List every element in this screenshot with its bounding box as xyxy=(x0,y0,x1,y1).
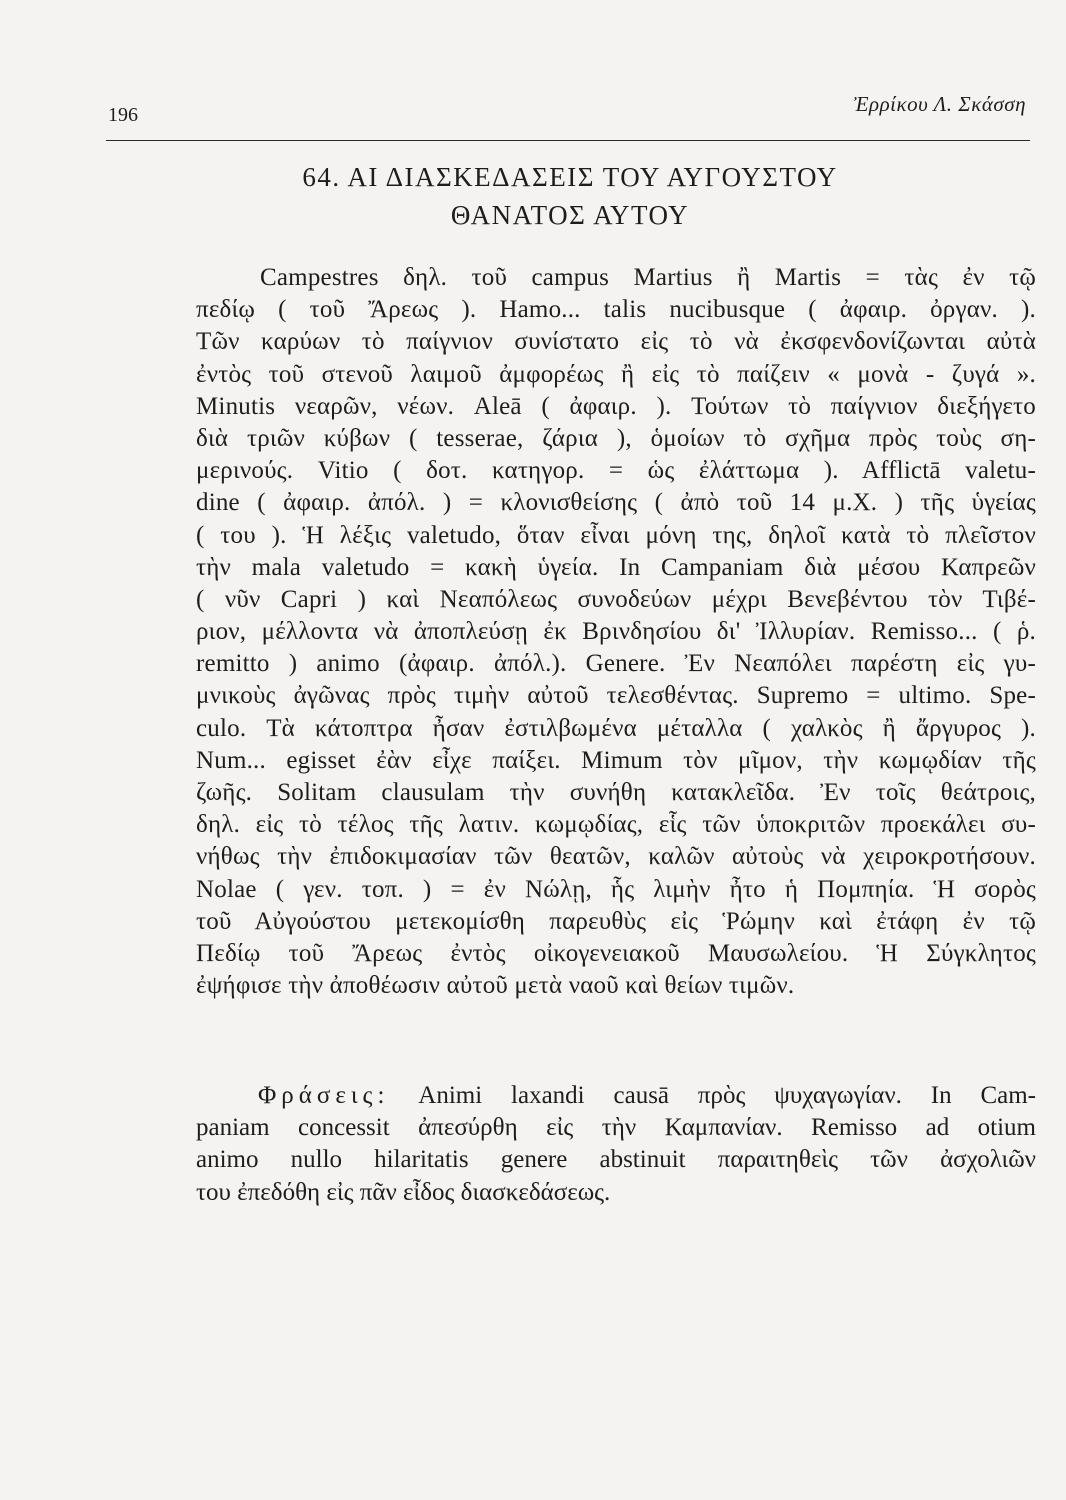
text-line: ( του ). Ἡ λέξις valetudo, ὅταν εἶναι μόνη της, δηλοῖ κατὰ τὸ πλεῖστον xyxy=(196,521,1036,549)
text-line: culo. Τὰ κάτοπτρα ἦσαν ἐστιλβωμένα μέταλλα ( χαλκὸς ἢ ἄργυρος ). xyxy=(196,714,1036,742)
chapter-title-line-2: ΘΑΝΑΤΟΣ ΑΥΤΟΥ xyxy=(450,200,690,230)
text-line: διὰ τριῶν κύβων ( tesserae, ζάρια ), ὁμοίων τὸ σχῆμα πρὸς τοὺς ση- xyxy=(196,424,1036,452)
text-line: ριον, μέλλοντα νὰ ἀποπλεύσῃ ἐκ Βρινδησίου δι' Ἰλλυρίαν. Remisso... ( ῥ. xyxy=(196,618,1036,646)
text-line: Minutis νεαρῶν, νέων. Aleā ( ἀφαιρ. ). Τούτων τὸ παίγνιον διεξήγετο xyxy=(196,392,1036,420)
running-title: Ἐρρίκου Λ. Σκάσση xyxy=(853,92,1026,116)
text-line: του ἐπεδόθη εἰς πᾶν εἶδος διασκεδάσεως. xyxy=(196,1178,611,1206)
text-line: animo nullo hilaritatis genere abstinuit παραιτηθεὶς τῶν ἀσχολιῶν xyxy=(196,1146,1036,1174)
text-line: paniam concessit ἀπεσύρθη εἰς τὴν Καμπανίαν. Remisso ad otium xyxy=(196,1114,1036,1142)
text-line: Nolae ( γεν. τοπ. ) = ἐν Νώλῃ, ἧς λιμὴν ἦτο ἡ Πομπηία. Ἡ σορὸς xyxy=(196,875,1036,903)
commentary-paragraph xyxy=(196,262,1036,1002)
text-line: ἐψήφισε τὴν ἀποθέωσιν αὐτοῦ μετὰ ναοῦ καὶ θείων τιμῶν. xyxy=(196,972,795,1000)
text-line: Πεδίῳ τοῦ Ἄρεως ἐντὸς οἰκογενειακοῦ Μαυσωλείου. Ἡ Σύγκλητος xyxy=(196,939,1036,967)
text-line: remitto ) animo (ἀφαιρ. ἀπόλ.). Genere. Ἐν Νεαπόλει παρέστη εἰς γυ- xyxy=(196,650,1036,678)
text-line: ζωῆς. Solitam clausulam τὴν συνήθη κατακλεῖδα. Ἐν τοῖς θεάτροις, xyxy=(196,779,1036,806)
text-line: μερινούς. Vitio ( δοτ. κατηγορ. = ὡς ἐλάττωμα ). Afflictā valetu- xyxy=(196,457,1036,485)
running-head xyxy=(108,92,1034,132)
text-line: Animi laxandi causā πρὸς ψυχαγωγίαν. In Cam- xyxy=(418,1082,1036,1109)
text-line: μνικοὺς ἀγῶνας πρὸς τιμὴν αὐτοῦ τελεσθέντας. Supremo = ultimo. Spe- xyxy=(196,682,1036,710)
text-line: dine ( ἀφαιρ. ἀπόλ. ) = κλονισθείσης ( ἀπὸ τοῦ 14 μ.Χ. ) τῆς ὑγείας xyxy=(196,489,1036,517)
text-line: ἐντὸς τοῦ στενοῦ λαιμοῦ ἀμφορέως ἢ εἰς τὸ παίζειν « μονὰ - ζυγά ». xyxy=(196,360,1036,388)
chapter-title-line-1: 64. ΑΙ ΔΙΑΣΚΕΔΑΣΕΙΣ ΤΟΥ ΑΥΓΟΥΣΤΟΥ xyxy=(302,162,838,192)
phrases-paragraph xyxy=(196,1080,1036,1209)
text-line: δηλ. εἰς τὸ τέλος τῆς λατιν. κωμῳδίας, εἷς τῶν ὑποκριτῶν προεκάλει συ- xyxy=(196,811,1036,839)
text-line: τοῦ Αὐγούστου μετεκομίσθη παρευθὺς εἰς Ῥώμην καὶ ἐτάφη ἐν τῷ xyxy=(196,907,1036,935)
text-line: τὴν mala valetudo = κακὴ ὑγεία. In Campaniam διὰ μέσου Καπρεῶν xyxy=(196,553,1036,581)
text-line: Num... egisset ἐὰν εἶχε παίξει. Mimum τὸν μῖμον, τὴν κωμῳδίαν τῆς xyxy=(196,746,1036,774)
text-line: νήθως τὴν ἐπιδοκιμασίαν τῶν θεατῶν, καλῶν αὐτοὺς νὰ χειροκροτήσουν. xyxy=(196,843,1036,871)
text-line: ( νῦν Capri ) καὶ Νεαπόλεως συνοδεύων μέχρι Βενεβέντου τὸν Τιβέ- xyxy=(196,585,1036,613)
phrases-label: Φράσεις: xyxy=(258,1082,390,1109)
phrases-first-line xyxy=(196,1080,1036,1112)
text-line: πεδίῳ ( τοῦ Ἄρεως ). Hamo... talis nucibusque ( ἀφαιρ. ὀργαν. ). xyxy=(196,296,1036,324)
text-line: Campestres δηλ. τοῦ campus Martius ἢ Martis = τὰς ἐν τῷ xyxy=(260,264,1036,291)
text-line: Τῶν καρύων τὸ παίγνιον συνίστατο εἰς τὸ νὰ ἐκσφενδονίζωνται αὐτὰ xyxy=(196,328,1036,356)
page-number: 196 xyxy=(108,104,138,126)
header-rule xyxy=(106,140,1030,141)
chapter-heading xyxy=(110,158,1030,234)
